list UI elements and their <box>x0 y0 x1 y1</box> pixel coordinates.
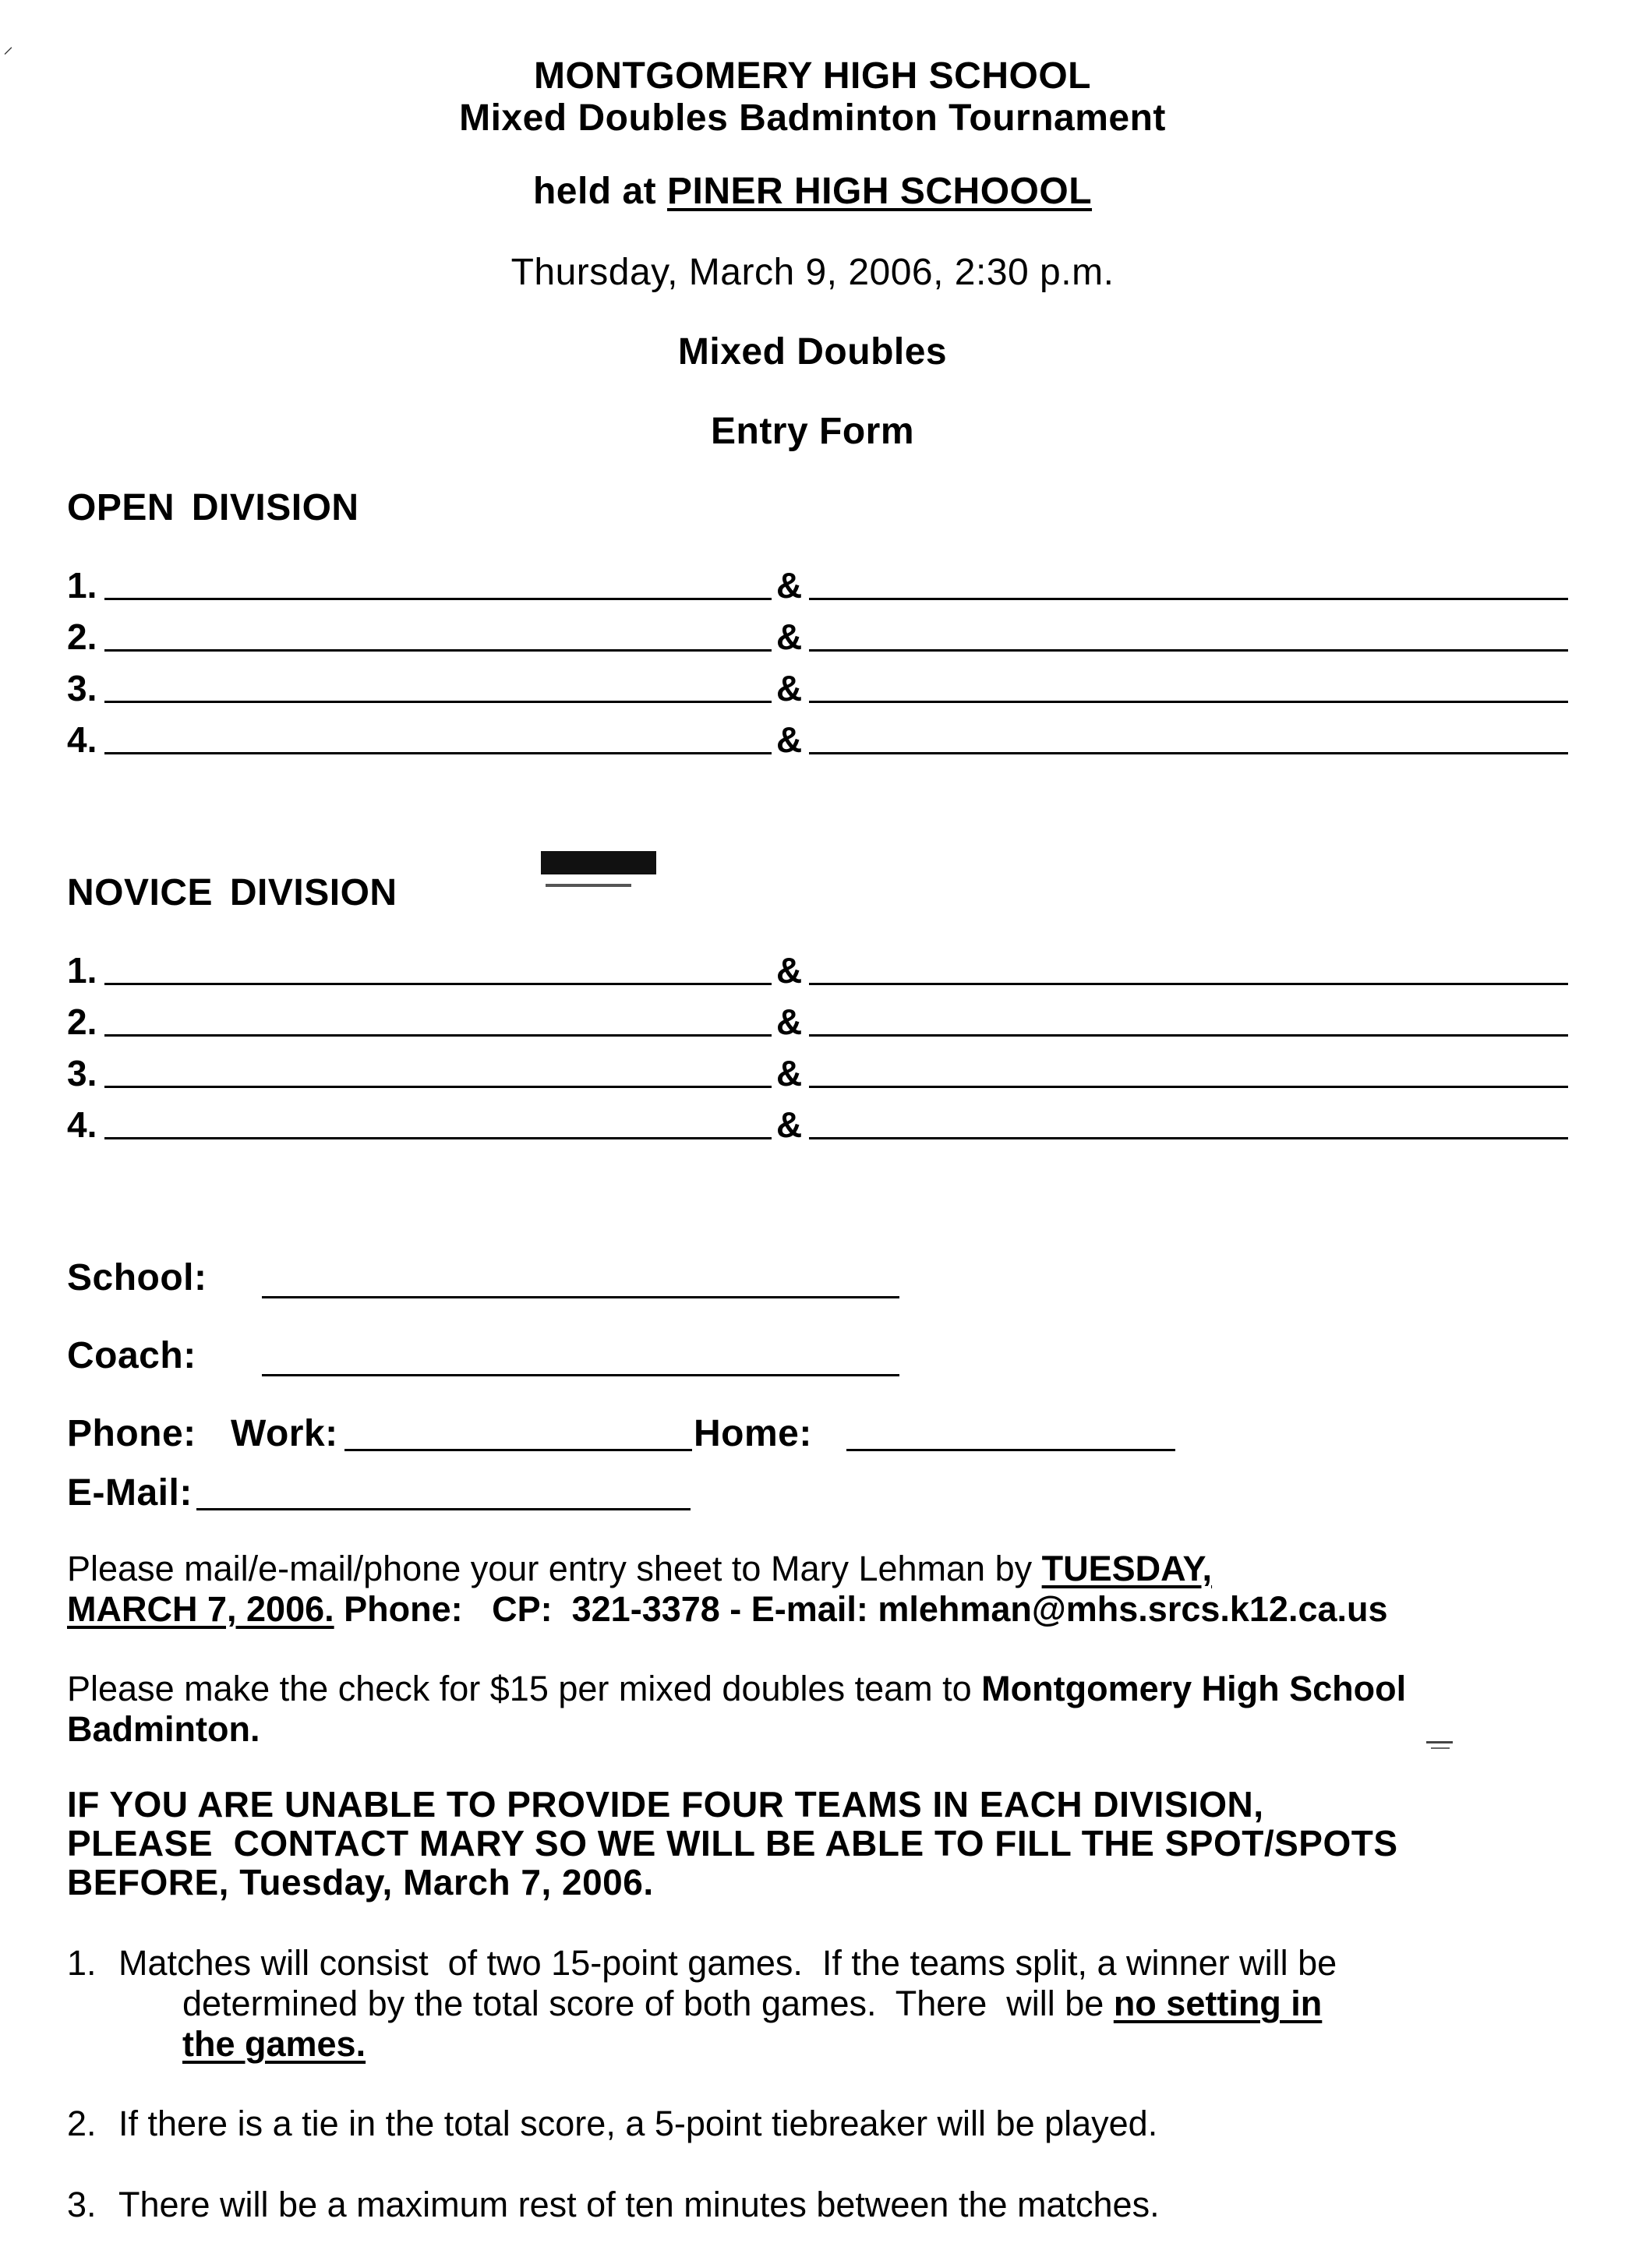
school-title: MONTGOMERY HIGH SCHOOL <box>533 55 1091 97</box>
notice-line-2: PLEASE CONTACT MARY SO WE WILL BE ABLE TO FILL THE SPOT/SPOTS <box>67 1823 1398 1864</box>
player-1-field[interactable] <box>104 1034 772 1037</box>
rule-number: 1. <box>67 1943 97 1983</box>
event-datetime: Thursday, March 9, 2006, 2:30 p.m. <box>510 252 1115 293</box>
player-1-field[interactable] <box>104 649 772 652</box>
coach-field[interactable] <box>262 1374 899 1376</box>
work-label: Work: <box>231 1413 338 1454</box>
email-field[interactable] <box>196 1508 691 1510</box>
player-1-field[interactable] <box>104 983 772 985</box>
redaction-mark <box>541 851 656 874</box>
stray-mark: ⸝ <box>3 34 14 58</box>
coach-label: Coach: <box>67 1335 196 1376</box>
home-phone-field[interactable] <box>846 1449 1175 1451</box>
entry-number: 3. <box>67 668 97 708</box>
player-2-field[interactable] <box>809 752 1568 754</box>
form-title: Entry Form <box>710 411 915 452</box>
mail-instructions <box>67 1549 1212 1588</box>
rule-emphasis: no setting in <box>1113 1984 1323 2023</box>
player-2-field[interactable] <box>809 983 1568 985</box>
rule-number: 2. <box>67 2104 97 2143</box>
entry-number: 4. <box>67 1104 97 1145</box>
stray-dash <box>1426 1741 1453 1743</box>
ampersand: & <box>776 565 803 606</box>
phone-label: Phone: <box>67 1413 196 1454</box>
player-2-field[interactable] <box>809 1137 1568 1139</box>
rule-text: There will be a maximum rest of ten minutes between the matches. <box>118 2185 1160 2224</box>
event-type: Mixed Doubles <box>677 331 948 373</box>
school-field[interactable] <box>262 1296 899 1298</box>
mail-instructions-line2 <box>67 1590 1388 1629</box>
stray-dash <box>1431 1747 1450 1749</box>
player-2-field[interactable] <box>809 649 1568 652</box>
rule-text: Matches will consist of two 15-point games. If the teams split, a winner will be <box>118 1943 1337 1983</box>
player-1-field[interactable] <box>104 1137 772 1139</box>
player-2-field[interactable] <box>809 598 1568 600</box>
rule-text-continued <box>182 1984 1322 2023</box>
player-2-field[interactable] <box>809 1034 1568 1037</box>
held-at-label: held at <box>532 171 657 212</box>
entry-number: 2. <box>67 616 97 657</box>
rule-emphasis-continued: the games. <box>182 2024 366 2064</box>
entry-number: 1. <box>67 565 97 606</box>
player-1-field[interactable] <box>104 598 772 600</box>
school-label: School: <box>67 1257 207 1298</box>
ampersand: & <box>776 950 803 991</box>
check-instructions-text: Please make the check for $15 per mixed doubles team to <box>67 1669 982 1708</box>
entry-number: 3. <box>67 1053 97 1093</box>
ampersand: & <box>776 616 803 657</box>
deadline-day: TUESDAY, <box>1041 1549 1213 1588</box>
mail-instructions-text: Please mail/e-mail/phone your entry sheet to Mary Lehman by <box>67 1549 1042 1588</box>
ampersand: & <box>776 719 803 760</box>
entry-number: 2. <box>67 1002 97 1042</box>
email-label: E-Mail: <box>67 1472 193 1514</box>
entry-number: 4. <box>67 719 97 760</box>
player-2-field[interactable] <box>809 1086 1568 1088</box>
notice-line-3: BEFORE, Tuesday, March 7, 2006. <box>67 1862 654 1902</box>
ampersand: & <box>776 1053 803 1093</box>
check-payee: Montgomery High School <box>981 1669 1407 1708</box>
venue-name: PINER HIGH SCHOOOL <box>666 171 1093 212</box>
rule-number: 3. <box>67 2185 97 2224</box>
ampersand: & <box>776 1104 803 1145</box>
tournament-title: Mixed Doubles Badminton Tournament <box>459 97 1166 139</box>
rule-text-plain: determined by the total score of both games. There will be <box>182 1984 1114 2023</box>
deadline-date: MARCH 7, 2006. <box>67 1589 334 1629</box>
check-instructions <box>67 1669 1406 1708</box>
player-2-field[interactable] <box>809 701 1568 703</box>
player-1-field[interactable] <box>104 1086 772 1088</box>
home-label: Home: <box>694 1413 812 1454</box>
entry-number: 1. <box>67 950 97 991</box>
venue-line <box>0 170 1625 213</box>
novice-division-title: NOVICE DIVISION <box>67 872 397 913</box>
open-division-title: OPEN DIVISION <box>67 487 359 528</box>
rule-text: If there is a tie in the total score, a 5-point tiebreaker will be played. <box>118 2104 1158 2143</box>
redaction-mark-tail <box>546 884 631 887</box>
ampersand: & <box>776 668 803 708</box>
player-1-field[interactable] <box>104 752 772 754</box>
player-1-field[interactable] <box>104 701 772 703</box>
notice-line-1: IF YOU ARE UNABLE TO PROVIDE FOUR TEAMS IN EACH DIVISION, <box>67 1784 1264 1825</box>
ampersand: & <box>776 1002 803 1042</box>
contact-info: Phone: CP: 321-3378 - E-mail: mlehman@mhs.srcs.k12.ca.us <box>334 1589 1388 1629</box>
work-phone-field[interactable] <box>344 1449 692 1451</box>
check-payee-line2: Badminton. <box>67 1709 260 1749</box>
